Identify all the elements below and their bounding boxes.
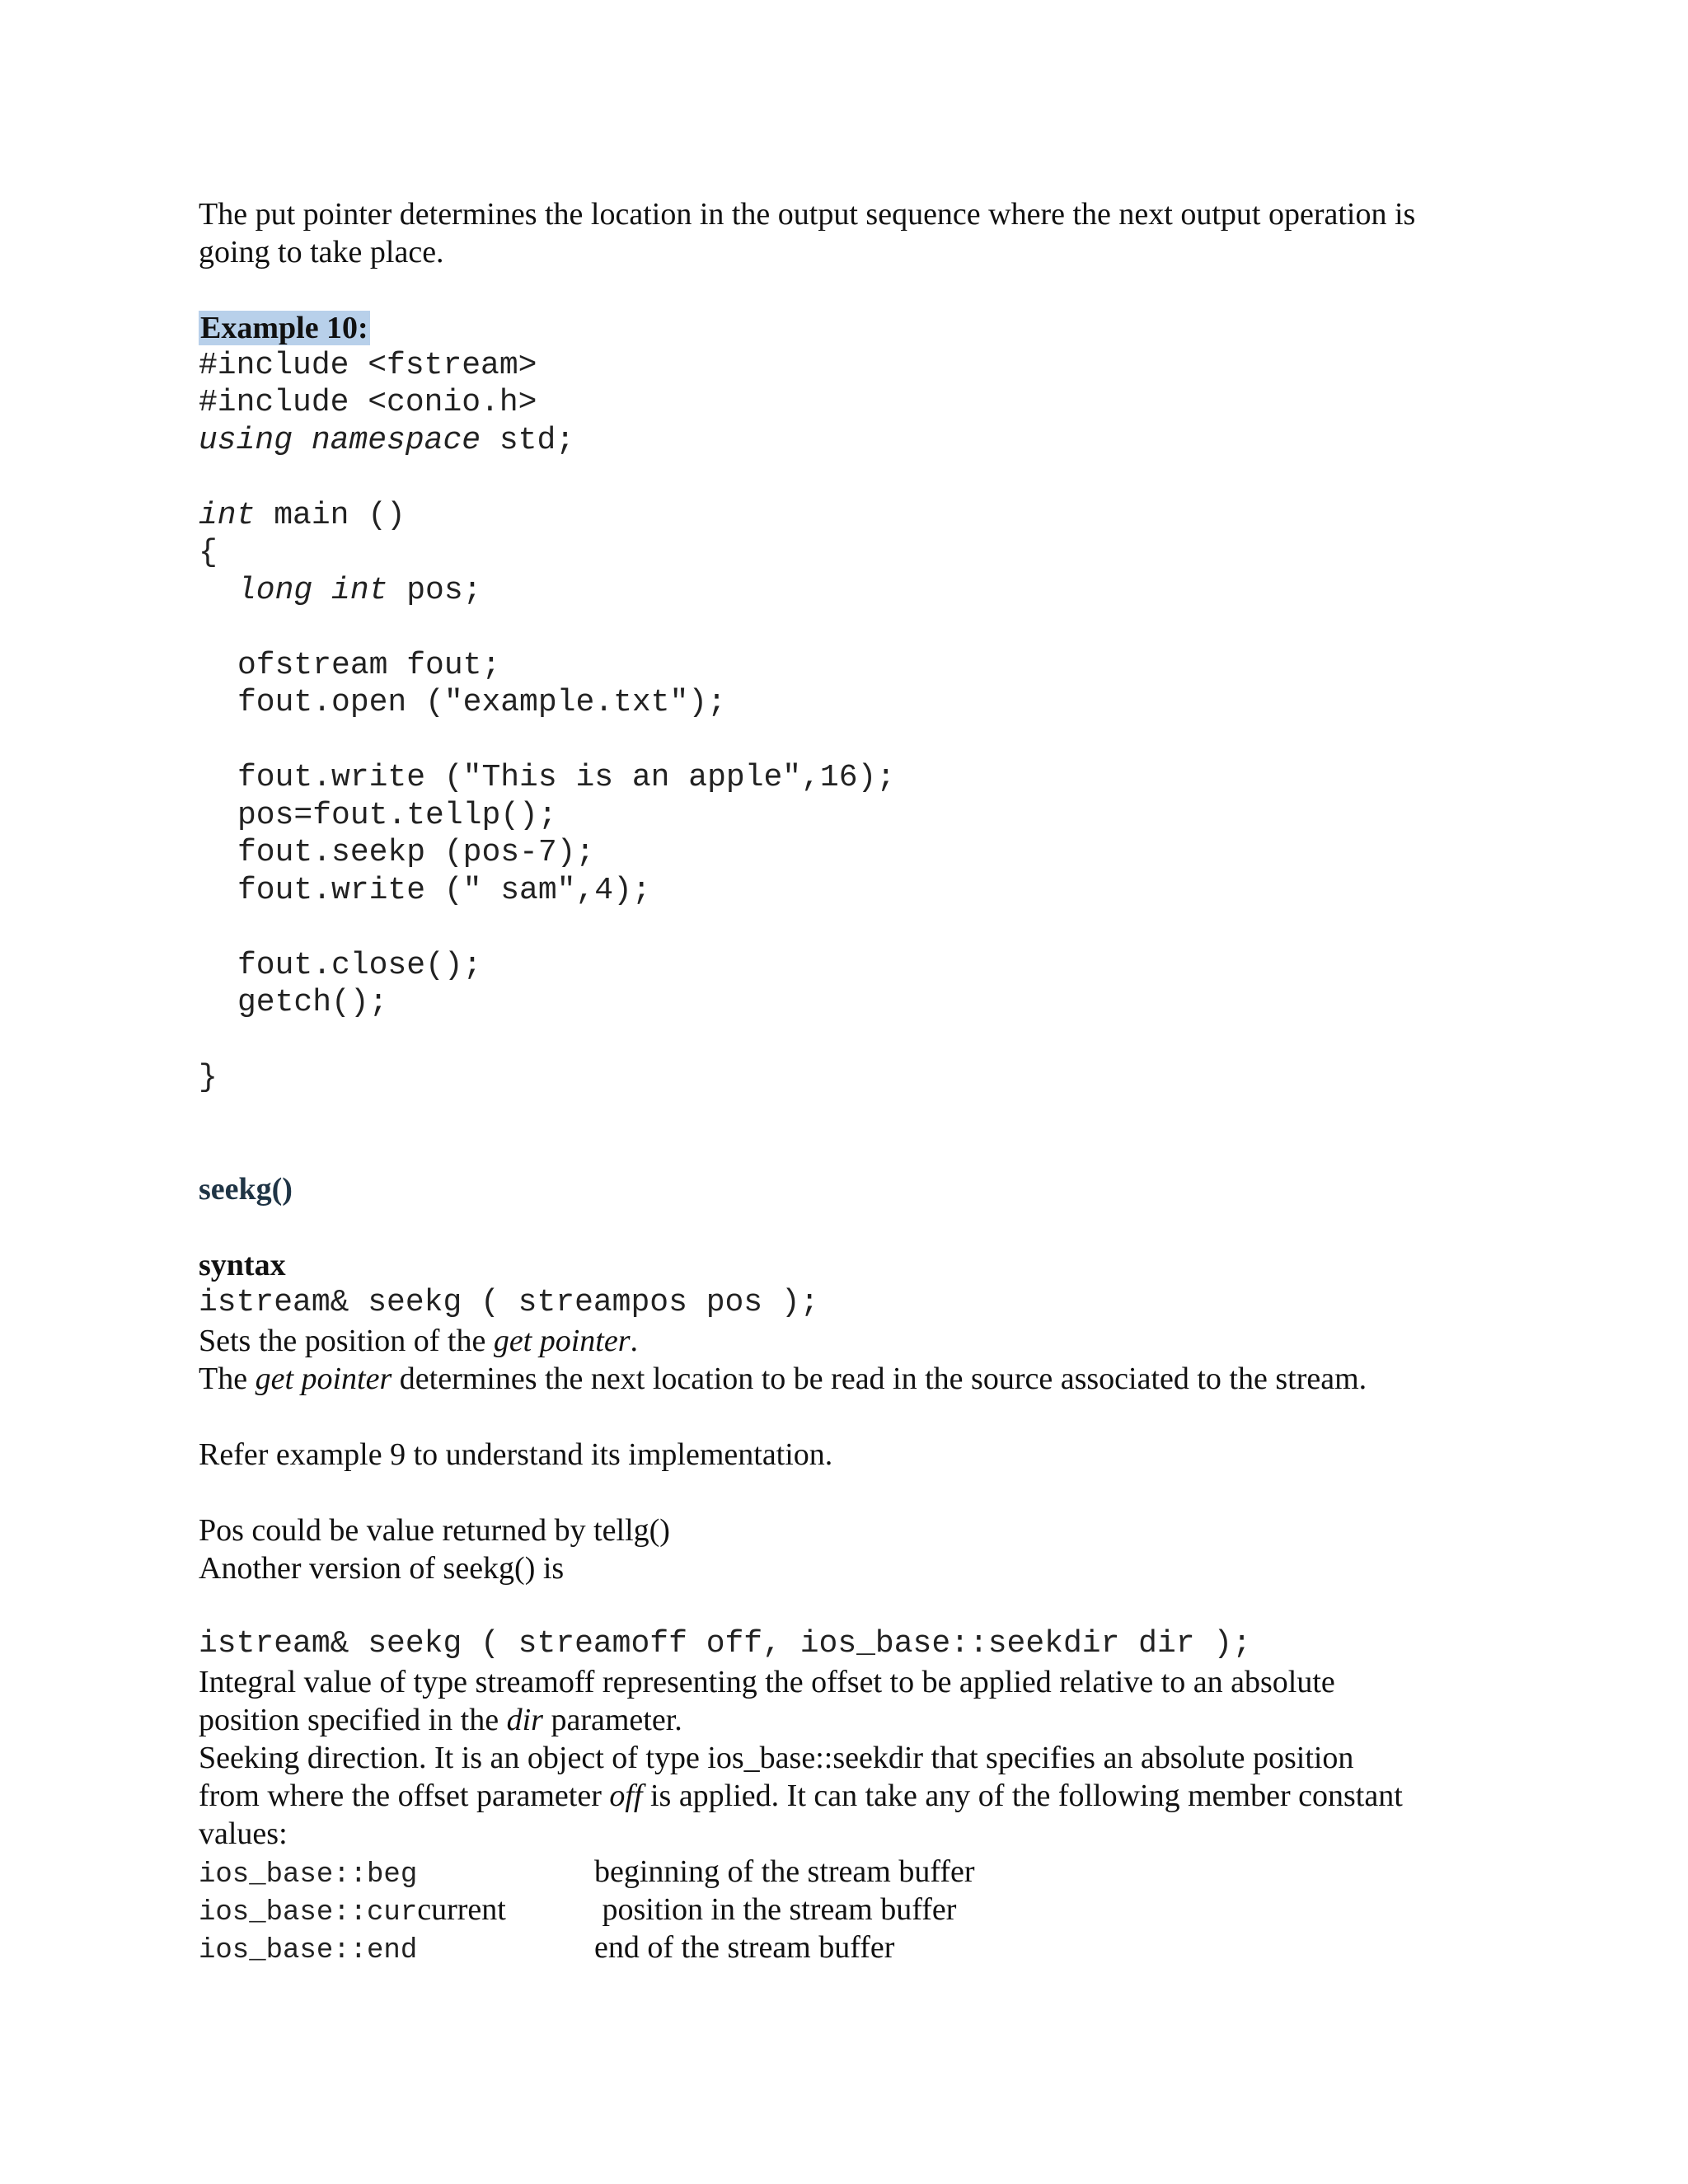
code-line [199, 422, 574, 460]
another-version: Another version of seekg() is [199, 1551, 565, 1586]
text-run: from where the offset parameter [199, 1779, 610, 1813]
section-heading: seekg() [199, 1172, 293, 1207]
text-run-italic: off [609, 1779, 643, 1813]
code-line [199, 497, 406, 535]
signature-2: istream& seekg ( streamoff off, ios_base::seekdir dir ); [199, 1626, 1252, 1661]
off-description-2 [199, 1701, 682, 1739]
dir-description-3: values: [199, 1816, 288, 1851]
description-line [199, 1322, 638, 1360]
text-run: is applied. It can take any of the following member constant [642, 1779, 1403, 1813]
text-run: Sets the position of the [199, 1324, 494, 1358]
syntax-label: syntax [199, 1248, 286, 1282]
code-line: ofstream fout; [237, 648, 501, 683]
constant-name: ios_base::beg [199, 1859, 418, 1891]
constant-name: ios_base::end [199, 1935, 418, 1966]
constant-desc: position in the stream buffer [594, 1892, 957, 1927]
text-run: parameter. [542, 1703, 682, 1737]
intro-line-2: going to take place. [199, 235, 444, 269]
constant-row [199, 1853, 975, 1891]
code-keyword: long int [237, 573, 388, 608]
code-text: main () [255, 498, 406, 533]
text-run: position specified in the [199, 1703, 507, 1737]
text-run: The [199, 1361, 256, 1396]
text-run-italic: get pointer [493, 1324, 631, 1358]
code-keyword: int [199, 498, 256, 533]
refer-line: Refer example 9 to understand its implementation. [199, 1437, 833, 1472]
dir-description-2 [199, 1777, 1403, 1815]
text-run: . [630, 1324, 639, 1358]
constant-name-extra: current [417, 1892, 506, 1927]
constant-row [199, 1891, 956, 1929]
example-title [199, 309, 370, 347]
code-text: pos; [387, 573, 482, 608]
code-line: #include <fstream> [199, 348, 537, 383]
code-line: { [199, 535, 218, 570]
text-run-italic: get pointer [255, 1361, 392, 1396]
code-line: fout.write (" sam",4); [237, 873, 651, 908]
code-line: getch(); [237, 985, 388, 1020]
signature-1: istream& seekg ( streampos pos ); [199, 1285, 819, 1320]
code-line: fout.open ("example.txt"); [237, 685, 726, 720]
constant-name [199, 1891, 594, 1932]
code-line: pos=fout.tellp(); [237, 798, 557, 833]
constant-desc: beginning of the stream buffer [594, 1854, 975, 1889]
text-run: determines the next location to be read in the source associated to the stream. [392, 1361, 1367, 1396]
code-line: fout.write ("This is an apple",16); [237, 760, 896, 795]
constant-desc: end of the stream buffer [594, 1930, 895, 1965]
code-line: fout.close(); [237, 948, 482, 983]
dir-description-1: Seeking direction. It is an object of type ios_base::seekdir that specifies an absolute position [199, 1741, 1354, 1775]
text-run-italic: dir [506, 1703, 543, 1737]
code-keyword: using namespace [199, 423, 481, 458]
constant-name-code: ios_base::cur [199, 1897, 418, 1929]
constant-row [199, 1929, 894, 1966]
description-line [199, 1360, 1367, 1398]
off-description-1: Integral value of type streamoff representing the offset to be applied relative to an absolute [199, 1665, 1335, 1699]
code-line [237, 572, 481, 610]
code-line: } [199, 1060, 218, 1095]
code-text: std; [481, 423, 575, 458]
code-line: fout.seekp (pos-7); [237, 835, 595, 870]
example-title-highlight: Example 10: [200, 311, 368, 345]
code-line: #include <conio.h> [199, 385, 537, 420]
intro-line-1: The put pointer determines the location in the output sequence where the next output operation is [199, 197, 1416, 232]
pos-note: Pos could be value returned by tellg() [199, 1513, 670, 1548]
